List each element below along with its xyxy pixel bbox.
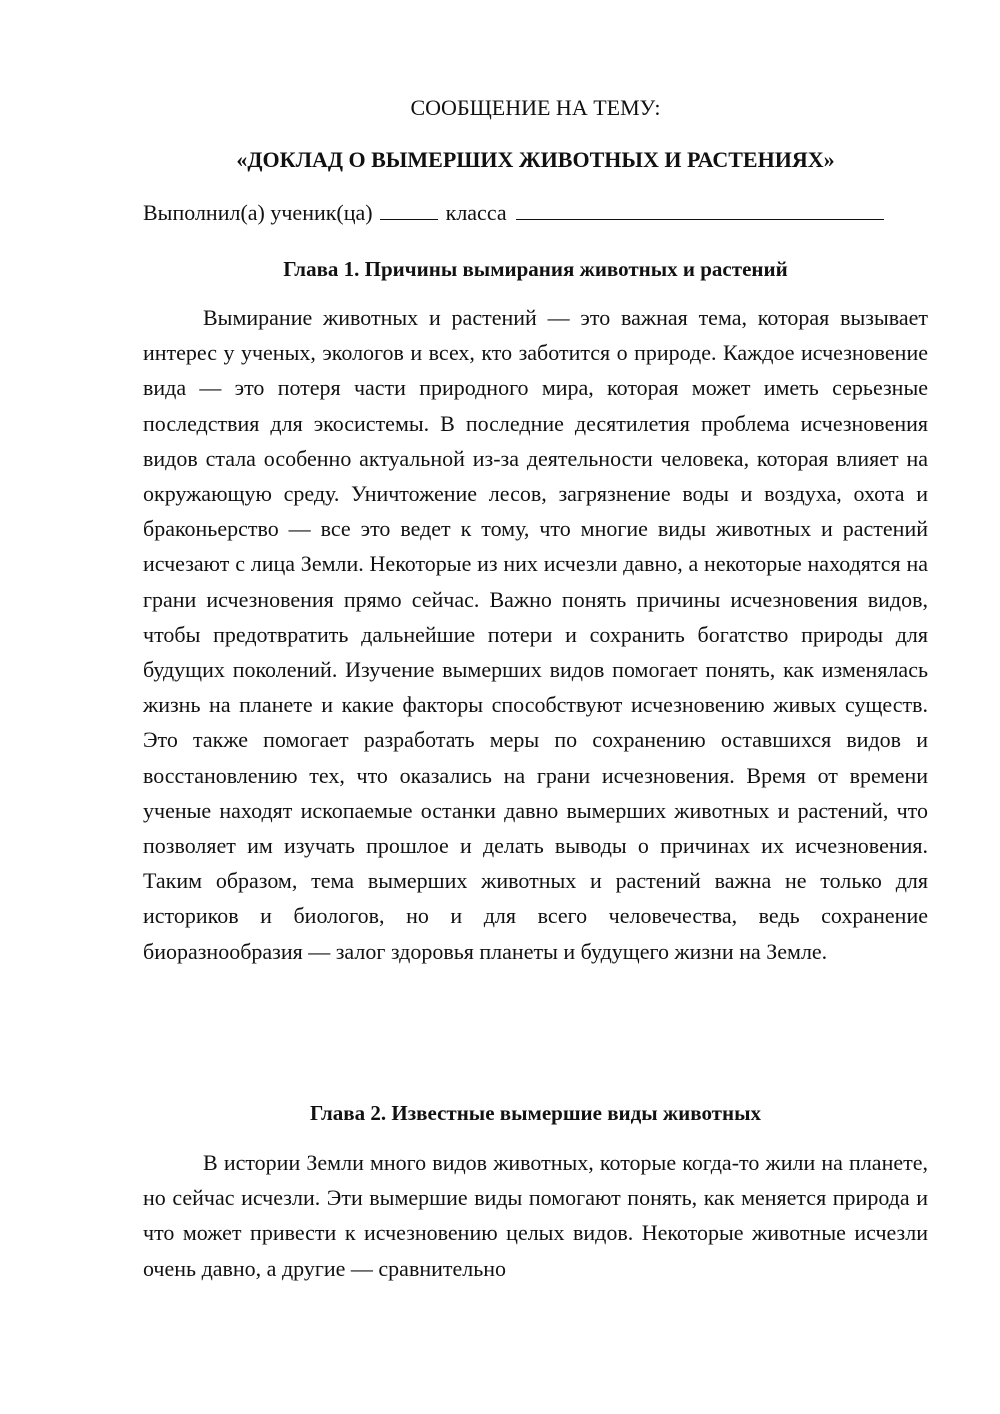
chapter-2-heading: Глава 2. Известные вымершие виды животных: [310, 1101, 761, 1125]
chapter-1-heading: Глава 1. Причины вымирания животных и растений: [283, 257, 788, 281]
student-name-blank: [516, 199, 884, 220]
chapter-1-paragraph: Вымирание животных и растений — это важная тема, которая вызывает интерес у ученых, экологов и всех, кто заботится о природе. Каждое исчезновение вида — это потеря части природного мира, которая может иметь серьезные последствия для экосистемы. В последние десятилетия проблема исчезновения видов стала особенно актуальной из-за деятельности человека, которая влияет на окружающую среду. Уничтожение лесов, загрязнение воды и воздуха, охота и браконьерство — все это ведет к тому, что многие виды животных и растений исчезают с лица Земли. Некоторые из них исчезли давно, а некоторые находятся на грани исчезновения прямо сейчас. Важно понять причины исчезновения видов, чтобы предотвратить дальнейшие потери и сохранить богатство природы для будущих поколений. Изучение вымерших видов помогает понять, как изменялась жизнь на планете и какие факторы способствуют исчезновению живых существ. Это также помогает разработать меры по сохранению оставшихся видов и восстановлению тех, что оказались на грани исчезновения. Время от времени ученые находят ископаемые останки давно вымерших животных и растений, что позволяет им изучать прошлое и делать выводы о причинах их исчезновения. Таким образом, тема вымерших животных и растений важна не только для историков и биологов, но и для всего человечества, ведь сохранение биоразнообразия — залог здоровья планеты и будущего жизни на Земле.: [143, 305, 928, 964]
document-title-line-1: СООБЩЕНИЕ НА ТЕМУ:: [410, 95, 661, 120]
class-number-blank: [380, 199, 438, 220]
chapter-2-paragraph: В истории Земли много видов животных, которые когда-то жили на планете, но сейчас исчезли. Эти вымершие виды помогают понять, как меняется природа и что может привести к исчезновению целых видов. Некоторые животные исчезли очень давно, а другие — сравнительно: [143, 1150, 928, 1281]
document-title-line-2: «ДОКЛАД О ВЫМЕРШИХ ЖИВОТНЫХ И РАСТЕНИЯХ»: [236, 147, 835, 172]
author-prefix: Выполнил(а) ученик(ца): [143, 200, 373, 225]
author-line: [143, 198, 928, 228]
author-class-word: класса: [445, 200, 507, 225]
